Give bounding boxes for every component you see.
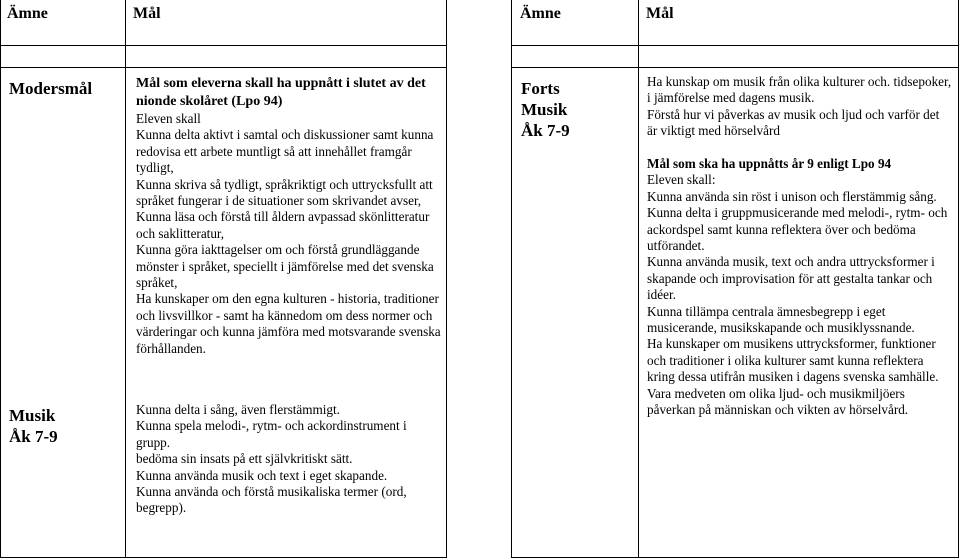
forts-musik-goals-intro: [647, 74, 952, 140]
musik-goal-line: Kunna använda och förstå musikaliska termer (ord, begrepp).: [136, 484, 407, 516]
forts-musik-goals-heading: Mål som ska ha uppnåtts år 9 enligt Lpo 94: [647, 156, 892, 171]
modersmal-goal-line: Kunna skriva så tydligt, språkriktigt och uttrycksfullt att språket fungerar i de situationer som skrivandet avser,: [136, 176, 433, 209]
forts-musik-goal-line: Kunna använda sin röst i unison och flerstämmig sång.: [647, 188, 937, 204]
forts-musik-goal-line: Vara medveten om olika ljud- och musikmiljöers påverkan på människan och vikten av hörselvård.: [647, 385, 909, 418]
right-header-subject: Ämne: [520, 5, 561, 22]
modersmal-goal-line: Kunna göra iakttagelser om och förstå grundläggande mönster i språket, speciellt i jämförelse med det svenska språket,: [136, 242, 434, 291]
modersmal-goal-line: Ha kunskaper om den egna kulturen - historia, traditioner och livsvillkor - samt ha kännedom om dess normer och värderingar och kunna jämföra med motsvarande svenska förhållanden.: [136, 291, 441, 356]
forts-musik-goal-line: Ha kunskaper om musikens uttrycksformer, funktioner och traditioner i olika kulturer samt kunna reflektera kring dessa utifrån musiken i dagens svenska samhälle.: [647, 336, 939, 385]
musik-goal-line: bedöma sin insats på ett självkritiskt sätt.: [136, 451, 353, 467]
subject-musik: Musik Åk 7-9: [9, 406, 58, 446]
subject-forts-musik: Forts Musik Åk 7-9: [521, 79, 570, 140]
modersmal-goal-line: Kunna läsa och förstå till åldern avpassad skönlitteratur och saklitteratur,: [136, 209, 430, 241]
modersmal-goal-line: Eleven skall: [136, 111, 201, 126]
modersmal-goals-heading: Mål som eleverna skall ha uppnått i slutet av det nionde skolåret (Lpo 94): [136, 76, 426, 109]
forts-musik-goal-line: Eleven skall:: [647, 172, 716, 188]
subject-modersmal: Modersmål: [9, 79, 93, 98]
right-header-goal: Mål: [646, 5, 674, 22]
left-goals-table: [0, 0, 447, 558]
modersmal-goal-line: Kunna delta aktivt i samtal och diskussioner samt kunna redovisa ett arbete muntligt så att innehållet framgår tydligt,: [136, 127, 434, 176]
forts-musik-goal-line: Kunna tillämpa centrala ämnesbegrepp i eget musicerande, musikskapande och musiklyssnande.: [647, 303, 915, 336]
right-goals-table: [511, 0, 959, 558]
musik-goals: [136, 402, 441, 517]
forts-musik-goal-line: Kunna delta i gruppmusicerande med melodi-, rytm- och ackordspel samt kunna reflektera över och bedöma utförandet.: [647, 205, 948, 254]
left-header-goal: Mål: [133, 5, 161, 22]
forts-musik-goals-lpo94: [647, 156, 952, 419]
musik-goal-line: Kunna spela melodi-, rytm- och ackordinstrument i grupp.: [136, 418, 407, 450]
musik-goal-line: Kunna delta i sång, även flerstämmigt.: [136, 402, 340, 417]
forts-musik-goal-line: Kunna använda musik, text och andra uttrycksformer i skapande och improvisation för att gestalta tankar och idéer.: [647, 254, 935, 303]
forts-musik-goal-line: Förstå hur vi påverkas av musik och ljud och varför det är viktigt med hörselvård: [647, 106, 940, 139]
forts-musik-goal-line: Ha kunskap om musik från olika kulturer och. tidsepoker, i jämförelse med dagens musik.: [647, 74, 952, 106]
musik-goal-line: Kunna använda musik och text i eget skapande.: [136, 467, 388, 483]
modersmal-goals: [136, 75, 441, 357]
left-header-subject: Ämne: [7, 5, 48, 22]
